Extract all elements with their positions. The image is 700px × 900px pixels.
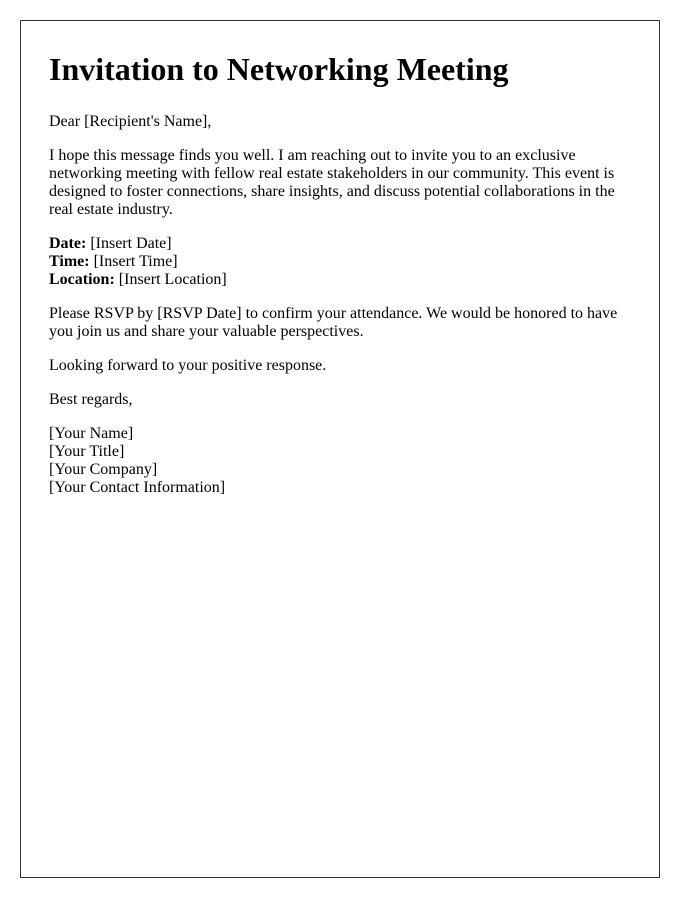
letter-title: Invitation to Networking Meeting bbox=[49, 51, 509, 87]
signature-contact: [Your Contact Information] bbox=[49, 479, 226, 496]
time-label: Time: bbox=[49, 253, 90, 270]
location-value: [Insert Location] bbox=[118, 271, 227, 288]
closing-line: Looking forward to your positive response. bbox=[49, 357, 327, 374]
sign-off: Best regards, bbox=[49, 391, 133, 408]
time-value: [Insert Time] bbox=[93, 253, 178, 270]
signature-title: [Your Title] bbox=[49, 443, 125, 460]
rsvp-paragraph: Please RSVP by [RSVP Date] to confirm your attendance. We would be honored to have you join us and share your valuable perspectives. bbox=[49, 305, 618, 340]
time-line bbox=[49, 253, 631, 271]
letter-page bbox=[20, 20, 660, 878]
signature-block bbox=[49, 425, 631, 497]
date-label: Date: bbox=[49, 235, 87, 252]
date-line bbox=[49, 235, 631, 253]
signature-name: [Your Name] bbox=[49, 425, 134, 442]
location-line bbox=[49, 271, 631, 289]
signature-company: [Your Company] bbox=[49, 461, 158, 478]
event-details bbox=[49, 235, 631, 289]
intro-paragraph: I hope this message finds you well. I am reaching out to invite you to an exclusive networking meeting with fellow real estate stakeholders in our community. This event is designed to foster connections, share insights, and discuss potential collaborations in the real estate industry. bbox=[49, 147, 615, 218]
date-value: [Insert Date] bbox=[90, 235, 172, 252]
location-label: Location: bbox=[49, 271, 115, 288]
greeting: Dear [Recipient's Name], bbox=[49, 113, 212, 130]
